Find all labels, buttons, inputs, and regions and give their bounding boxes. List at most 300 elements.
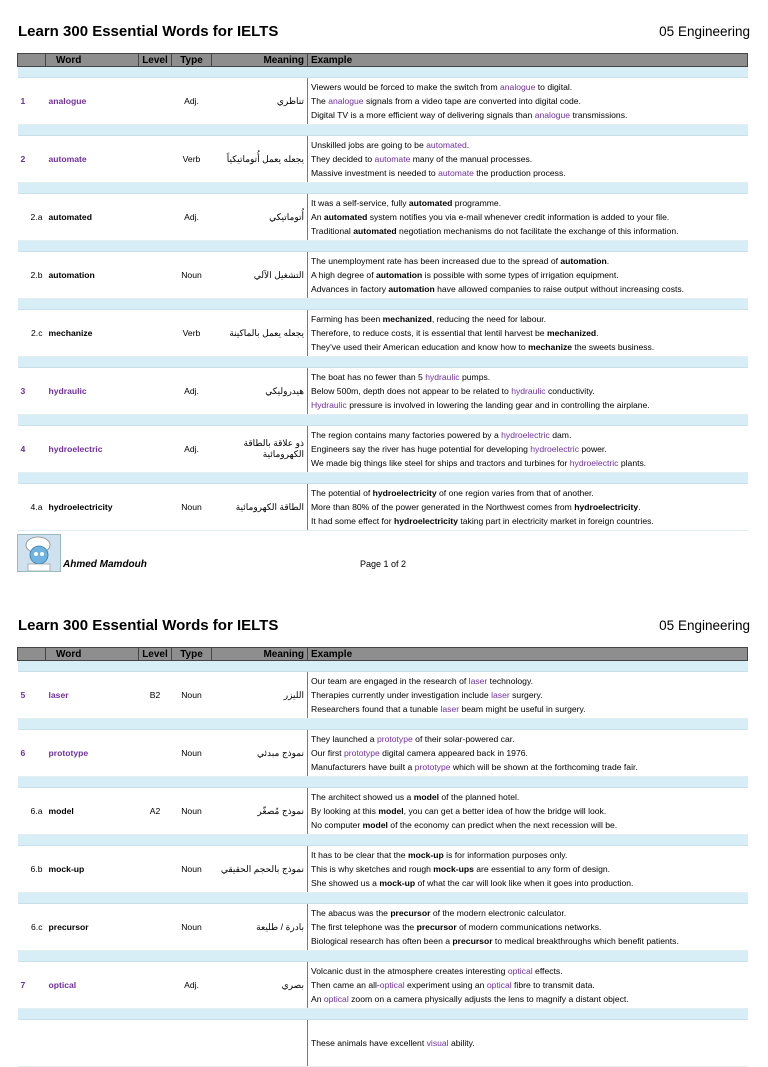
highlighted-term: analogue — [534, 110, 571, 120]
highlighted-term: prototype — [343, 748, 380, 758]
entry-word: model — [46, 788, 139, 835]
entry-word: mechanize — [46, 310, 139, 357]
example-sentence — [311, 370, 745, 384]
entry-meaning: تناظري — [212, 78, 308, 125]
entry-level — [139, 426, 172, 473]
example-sentence — [311, 964, 745, 978]
entry-examples — [308, 368, 748, 415]
example-text: plants. — [618, 458, 647, 468]
entry-number: 2.a — [18, 194, 46, 241]
entry-type: Adj. — [172, 194, 212, 241]
column-header-example: Example — [308, 54, 748, 67]
example-text: Engineers say the river has huge potential for developing — [311, 444, 531, 454]
entry-word: hydroelectric — [46, 426, 139, 473]
example-sentence — [311, 398, 745, 412]
example-sentence — [311, 790, 745, 804]
entry-meaning: بادرة / طليعة — [212, 904, 308, 951]
example-sentence — [311, 688, 745, 702]
entry-type: Verb — [172, 136, 212, 183]
example-sentence — [311, 760, 745, 774]
entry-meaning: نموذج بالحجم الحقيقي — [212, 846, 308, 893]
example-sentence — [311, 500, 745, 514]
example-text: Traditional — [311, 226, 354, 236]
entry-level — [139, 310, 172, 357]
entry-number — [18, 1020, 46, 1067]
example-text: the sweets business. — [572, 342, 655, 352]
author-avatar — [17, 534, 61, 572]
entry-word: automate — [46, 136, 139, 183]
entry-level — [139, 136, 172, 183]
highlighted-term: optical — [379, 980, 405, 990]
row-spacer — [18, 415, 748, 426]
example-text: is possible with some types of irrigation equipment. — [422, 270, 619, 280]
highlighted-term: laser — [440, 704, 460, 714]
highlighted-term: automated — [408, 198, 453, 208]
row-spacer — [18, 473, 748, 484]
highlighted-term: model — [413, 792, 440, 802]
highlighted-term: automation — [388, 284, 435, 294]
example-sentence — [311, 934, 745, 948]
example-text: The architect showed us a — [311, 792, 414, 802]
entry-word: automation — [46, 252, 139, 299]
column-header-level: Level — [139, 648, 172, 661]
highlighted-term: automated — [353, 226, 397, 236]
highlighted-term: automation — [560, 256, 607, 266]
entry-word: analogue — [46, 78, 139, 125]
example-text: . — [466, 140, 470, 150]
example-sentence — [311, 152, 745, 166]
entry-type — [172, 1020, 212, 1067]
entry-type: Adj. — [172, 962, 212, 1009]
example-sentence — [311, 674, 745, 688]
example-text: the production process. — [473, 168, 566, 178]
table-header-row — [18, 648, 748, 661]
example-text: to medical breakthroughs which benefit patients. — [492, 936, 679, 946]
entry-number: 6.b — [18, 846, 46, 893]
example-text: Our first — [311, 748, 344, 758]
example-sentence — [311, 920, 745, 934]
example-text: power. — [579, 444, 607, 454]
entry-examples — [308, 672, 748, 719]
entry-meaning: هيدروليكي — [212, 368, 308, 415]
example-text: programme. — [452, 198, 502, 208]
entry-word: laser — [46, 672, 139, 719]
example-text: No computer — [311, 820, 363, 830]
example-text: Manufacturers have built a — [311, 762, 415, 772]
entry-level — [139, 78, 172, 125]
section-label: 05 Engineering — [659, 618, 750, 633]
example-text: Viewers would be forced to make the switch from — [311, 82, 500, 92]
example-text: pumps. — [459, 372, 491, 382]
page-title: Learn 300 Essential Words for IELTS — [18, 23, 279, 40]
entry-meaning: نموذج مُصغّر — [212, 788, 308, 835]
column-header-type: Type — [172, 648, 212, 661]
example-text: They decided to — [311, 154, 375, 164]
entry-number: 2.c — [18, 310, 46, 357]
column-header-word: Word — [46, 648, 139, 661]
example-text: . — [638, 502, 641, 512]
row-spacer — [18, 777, 748, 788]
author-name: Ahmed Mamdouh — [63, 559, 147, 570]
entry-meaning — [212, 1020, 308, 1067]
example-sentence — [311, 384, 745, 398]
entry-number: 4 — [18, 426, 46, 473]
example-text: of their solar-powered car. — [412, 734, 515, 744]
row-spacer — [18, 835, 748, 846]
row-spacer — [18, 893, 748, 904]
table-row — [18, 962, 748, 1009]
highlighted-term: laser — [468, 676, 488, 686]
entry-meaning: يجعله يعمل بالماكينة — [212, 310, 308, 357]
example-text: effects. — [532, 966, 563, 976]
entry-meaning: أُتوماتيكي — [212, 194, 308, 241]
example-sentence — [311, 340, 745, 354]
highlighted-term: hydroelectric — [569, 458, 619, 468]
column-header-type: Type — [172, 54, 212, 67]
highlighted-term: mechanized — [546, 328, 597, 338]
example-text: Digital TV is a more efficient way of delivering signals than — [311, 110, 535, 120]
example-text: zoom on a camera physically adjusts the lens to magnify a distant object. — [348, 994, 629, 1004]
entry-examples — [308, 252, 748, 299]
example-text: . — [606, 256, 610, 266]
entry-examples — [308, 730, 748, 777]
highlighted-term: analogue — [328, 96, 364, 106]
table-row — [18, 846, 748, 893]
example-text: technology. — [487, 676, 534, 686]
example-sentence — [311, 80, 745, 94]
example-text: of the planned hotel. — [439, 792, 520, 802]
entry-type: Noun — [172, 672, 212, 719]
example-text: They launched a — [311, 734, 377, 744]
entry-examples — [308, 788, 748, 835]
highlighted-term: hydroelectricity — [574, 502, 639, 512]
column-header-word: Word — [46, 54, 139, 67]
row-spacer — [18, 299, 748, 310]
example-text: The boat has no fewer than 5 — [311, 372, 426, 382]
entry-word: optical — [46, 962, 139, 1009]
entry-level — [139, 1020, 172, 1067]
entry-type: Noun — [172, 252, 212, 299]
entry-level: A2 — [139, 788, 172, 835]
entry-examples — [308, 426, 748, 473]
highlighted-term: optical — [323, 994, 349, 1004]
example-text: of what the car will look like when it goes into production. — [415, 878, 634, 888]
entry-number: 6.a — [18, 788, 46, 835]
highlighted-term: model — [378, 806, 404, 816]
highlighted-term: automated — [426, 140, 467, 150]
highlighted-term: visual — [426, 1038, 449, 1048]
vocabulary-table — [17, 53, 748, 531]
highlighted-term: prototype — [414, 762, 451, 772]
table-row — [18, 252, 748, 299]
entry-examples — [308, 484, 748, 531]
example-sentence — [311, 804, 745, 818]
entry-examples — [308, 78, 748, 125]
entry-examples — [308, 1020, 748, 1067]
example-text: of one region varies from that of another. — [436, 488, 594, 498]
example-sentence — [311, 138, 745, 152]
example-text: Farming has been — [311, 314, 383, 324]
example-sentence — [311, 224, 745, 238]
example-text: negotiation mechanisms do not facilitate the exchange of this information. — [396, 226, 679, 236]
example-text: Researchers found that a tunable — [311, 704, 441, 714]
highlighted-term: automate — [438, 168, 474, 178]
highlighted-term: automate — [374, 154, 411, 164]
entry-word: precursor — [46, 904, 139, 951]
entry-meaning: الطاقة الكهرومائية — [212, 484, 308, 531]
entry-level — [139, 484, 172, 531]
entry-examples — [308, 846, 748, 893]
example-text: pressure is involved in lowering the landing gear and in controlling the airplane. — [346, 400, 650, 410]
example-text: system notifies you via e-mail whenever credit information is added to your file. — [367, 212, 670, 222]
example-text: beam might be useful in surgery. — [459, 704, 586, 714]
example-sentence — [311, 268, 745, 282]
entry-level — [139, 368, 172, 415]
column-header-example: Example — [308, 648, 748, 661]
table-row — [18, 904, 748, 951]
entry-type: Verb — [172, 310, 212, 357]
table-row — [18, 1020, 748, 1067]
example-text: Then came an all- — [311, 980, 380, 990]
example-text: of the modern electronic calculator. — [430, 908, 567, 918]
entry-number: 5 — [18, 672, 46, 719]
table-row — [18, 310, 748, 357]
example-text: . — [596, 328, 599, 338]
example-sentence — [311, 862, 745, 876]
example-text: transmissions. — [570, 110, 628, 120]
example-text: More than 80% of the power generated in the Northwest comes from — [311, 502, 575, 512]
highlighted-term: mock-up — [379, 878, 416, 888]
example-sentence — [311, 428, 745, 442]
example-text: The region contains many factories powered by a — [311, 430, 502, 440]
example-text: Our team are engaged in the research of — [311, 676, 469, 686]
example-text: many of the manual processes. — [410, 154, 533, 164]
example-text: The unemployment rate has been increased due to the spread of — [311, 256, 561, 266]
row-spacer — [18, 125, 748, 136]
highlighted-term: hydroelectricity — [393, 516, 458, 526]
example-text: Therapies currently under investigation include — [311, 690, 492, 700]
example-text: These animals have excellent — [311, 1038, 427, 1048]
row-spacer — [18, 67, 748, 78]
entry-number: 7 — [18, 962, 46, 1009]
example-sentence — [311, 196, 745, 210]
highlighted-term: Hydraulic — [311, 400, 347, 410]
example-sentence — [311, 312, 745, 326]
table-row — [18, 194, 748, 241]
table-row — [18, 672, 748, 719]
example-sentence — [311, 456, 745, 470]
example-text: are essential to any form of design. — [473, 864, 611, 874]
entry-meaning: نموذج مبدئي — [212, 730, 308, 777]
example-text: Therefore, to reduce costs, it is essential that lentil harvest be — [311, 328, 547, 338]
entry-word: prototype — [46, 730, 139, 777]
entry-number: 6 — [18, 730, 46, 777]
example-text: conductivity. — [545, 386, 595, 396]
entry-meaning: بصري — [212, 962, 308, 1009]
row-spacer — [18, 719, 748, 730]
example-sentence — [311, 848, 745, 862]
entry-number: 3 — [18, 368, 46, 415]
entry-number: 2.b — [18, 252, 46, 299]
example-text: is for information purposes only. — [443, 850, 568, 860]
highlighted-term: hydroelectricity — [372, 488, 437, 498]
entry-number: 2 — [18, 136, 46, 183]
example-sentence — [311, 732, 745, 746]
table-row — [18, 788, 748, 835]
entry-type: Noun — [172, 788, 212, 835]
example-text: signals from a video tape are converted into digital code. — [363, 96, 581, 106]
example-text: , reducing the need for labour. — [431, 314, 547, 324]
column-header-meaning: Meaning — [212, 648, 308, 661]
table-row — [18, 78, 748, 125]
example-text: of modern communications networks. — [456, 922, 602, 932]
example-text: dam. — [549, 430, 572, 440]
entry-level: B2 — [139, 672, 172, 719]
entry-type: Adj. — [172, 78, 212, 125]
example-text: ability. — [448, 1038, 475, 1048]
entry-word: hydraulic — [46, 368, 139, 415]
highlighted-term: automated — [323, 212, 368, 222]
example-sentence — [311, 326, 745, 340]
example-sentence — [311, 992, 745, 1006]
highlighted-term: hydraulic — [425, 372, 460, 382]
table-header-row — [18, 54, 748, 67]
entry-type: Adj. — [172, 368, 212, 415]
entry-number: 4.a — [18, 484, 46, 531]
entry-word: mock-up — [46, 846, 139, 893]
row-spacer — [18, 661, 748, 672]
entry-type: Noun — [172, 730, 212, 777]
example-text: A high degree of — [311, 270, 376, 280]
highlighted-term: precursor — [452, 936, 493, 946]
highlighted-term: precursor — [390, 908, 431, 918]
example-sentence — [311, 166, 745, 180]
column-header-level: Level — [139, 54, 172, 67]
example-sentence — [311, 876, 745, 890]
example-text: Below 500m, depth does not appear to be related to — [311, 386, 512, 396]
entry-word: hydroelectricity — [46, 484, 139, 531]
entry-examples — [308, 194, 748, 241]
example-sentence — [311, 486, 745, 500]
entry-meaning: الليزر — [212, 672, 308, 719]
example-text: surgery. — [509, 690, 543, 700]
entry-examples — [308, 310, 748, 357]
highlighted-term: analogue — [500, 82, 536, 92]
document-page-2 — [0, 594, 768, 1048]
entry-number: 1 — [18, 78, 46, 125]
example-text: digital camera appeared back in 1976. — [379, 748, 528, 758]
example-text: which will be shown at the forthcoming trade fair. — [450, 762, 638, 772]
entry-level — [139, 904, 172, 951]
row-spacer — [18, 183, 748, 194]
vocabulary-table — [17, 647, 748, 1067]
example-sentence — [311, 702, 745, 716]
example-sentence — [311, 978, 745, 992]
example-text: Biological research has often been a — [311, 936, 453, 946]
example-text: experiment using an — [404, 980, 487, 990]
highlighted-term: hydroelectric — [530, 444, 579, 454]
highlighted-term: laser — [491, 690, 510, 700]
row-spacer — [18, 1009, 748, 1020]
example-sentence — [311, 108, 745, 122]
example-text: Massive investment is needed to — [311, 168, 439, 178]
page-footer — [17, 531, 748, 571]
example-text: They've used their American education and know how to — [311, 342, 529, 352]
example-text: By looking at this — [311, 806, 379, 816]
example-text: have allowed companies to raise output without increasing costs. — [434, 284, 685, 294]
entry-type: Noun — [172, 904, 212, 951]
example-sentence — [311, 1036, 745, 1050]
example-sentence — [311, 94, 745, 108]
example-text: Advances in factory — [311, 284, 389, 294]
entry-word: automated — [46, 194, 139, 241]
page-number: Page 1 of 2 — [360, 559, 407, 569]
example-sentence — [311, 442, 745, 456]
entry-number: 6.c — [18, 904, 46, 951]
example-sentence — [311, 746, 745, 760]
example-text: This is why sketches and rough — [311, 864, 434, 874]
highlighted-term: precursor — [416, 922, 457, 932]
highlighted-term: mock-up — [407, 850, 444, 860]
section-label: 05 Engineering — [659, 24, 750, 39]
example-text: taking part in electricity market in foreign countries. — [457, 516, 654, 526]
entry-level — [139, 962, 172, 1009]
entry-level — [139, 730, 172, 777]
entry-examples — [308, 136, 748, 183]
entry-meaning: التشغيل الآلي — [212, 252, 308, 299]
example-text: Volcanic dust in the atmosphere creates interesting — [311, 966, 508, 976]
entry-word — [46, 1020, 139, 1067]
example-sentence — [311, 818, 745, 832]
example-sentence — [311, 906, 745, 920]
entry-meaning: يجعله يعمل أُتوماتيكياً — [212, 136, 308, 183]
entry-type: Adj. — [172, 426, 212, 473]
example-text: It has to be clear that the — [311, 850, 408, 860]
example-text: The potential of — [311, 488, 373, 498]
entry-meaning: ذو علاقة بالطاقة الكهرومائية — [212, 426, 308, 473]
column-header-number — [18, 648, 46, 661]
table-row — [18, 368, 748, 415]
example-text: The — [311, 96, 329, 106]
highlighted-term: hydraulic — [511, 386, 546, 396]
example-text: to digital. — [535, 82, 573, 92]
highlighted-term: optical — [486, 980, 512, 990]
entry-examples — [308, 904, 748, 951]
entry-level — [139, 846, 172, 893]
example-sentence — [311, 282, 745, 296]
example-text: Unskilled jobs are going to be — [311, 140, 427, 150]
example-text: The abacus was the — [311, 908, 391, 918]
example-text: She showed us a — [311, 878, 380, 888]
entry-level — [139, 194, 172, 241]
example-text: It had some effect for — [311, 516, 394, 526]
table-row — [18, 484, 748, 531]
entry-type: Noun — [172, 846, 212, 893]
example-text: , you can get a better idea of how the bridge will look. — [403, 806, 607, 816]
example-sentence — [311, 210, 745, 224]
page-title: Learn 300 Essential Words for IELTS — [18, 617, 279, 634]
example-text: The first telephone was the — [311, 922, 417, 932]
highlighted-term: model — [362, 820, 388, 830]
highlighted-term: automation — [375, 270, 423, 280]
table-row — [18, 426, 748, 473]
example-sentence — [311, 514, 745, 528]
row-spacer — [18, 241, 748, 252]
example-text: We made big things like steel for ships and tractors and turbines for — [311, 458, 570, 468]
highlighted-term: hydroelectric — [501, 430, 550, 440]
column-header-number — [18, 54, 46, 67]
example-text: It was a self-service, fully — [311, 198, 409, 208]
